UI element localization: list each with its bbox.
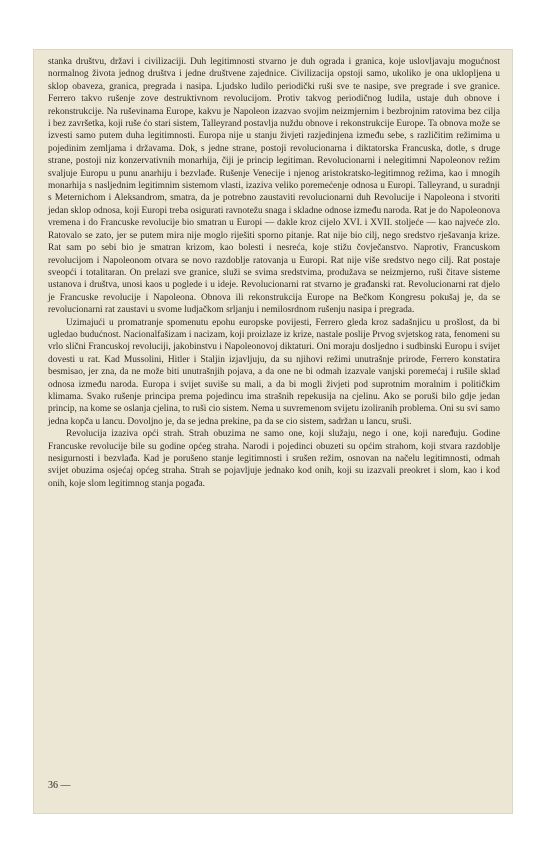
paragraph-1: stanka društvu, državi i civilizaciji. Duh legitimnosti stvarno je duh ograda i granica, koje uslovljavaju mogućnost normalnog života jednog društva i jedne društvene zajednice. Civilizacija opstoji samo, ukoliko je ona uklopljena u sklop obaveza, granica, pregrada i nasipa. Ljudsko ludilo periodički ruši sve te nasipe, sve pregrade i sve granice. Ferrero takvo rušenje zove destruktivnom revolucijom. Protiv takvog periodičnog ludila, ustaje duh obnove i rekonstrukcije. Na ruševinama Europe, kakvu je Napoleon izazvao svojim neizmjernim i bezbrojnim ratovima bez cilja i bez završetka, koji ruše ćo stari sistem, Talleyrand postavlja nuždu obnove i rekonstrukcije Europe. Ta obnova može se izvesti samo putem duha legitimnosti. Europa nije u stanju živjeti razjedinjena između sebe, s različitim režimima u pojedinim zemljama i državama. Dok, s jedne strane, postoji revolucionarna i diktatorska Francuska, dotle, s druge strane, postoji niz konzervativnih monarhija, čiji je princip legitiman. Revolucionarni i nelegitimni Napoleonov režim svaljuje Europu u punu anarhiju i bezvlađe. Rušenje Venecije i njenog aristokratsko-legitimnog režima, kao i mnogih monarhija s nasljednim legitimnim sistemom vlasti, izaziva veliko poremećenje odnosa u Europi. Talleyrand, u suradnji s Meternichom i Aleksandrom, smatra, da je potrebno zaustaviti revolucionarni duh Revolucije i Napoleona i stvoriti jedan sklop odnosa, koji Europi treba osigurati ravnotežu snaga i skladne odnose između naroda. Rat je do Napoleonova vremena i do Francuske revolucije bio smatran u Europi — dakle kroz cijelo XVI. i XVII. stoljeće — kao najveće zlo. Ratovalo se zato, jer se putem mira nije moglo riješiti sporno pitanje. Rat nije bio cilj, nego sredstvo rješavanja krize. Rat sam po sebi bio je smatran krizom, kao bolesti i nesreća, koje stižu čovječanstvo. Naprotiv, Francuskom revolucijom i Napoleonom otvara se novo razdoblje ratovanja u Europi. Rat nije više sredstvo nego cilj. Rat postaje sveopći i totalitaran. On prelazi sve granice, služi se svima sredstvima, produžava se neizmjerno, ruši čitave sisteme ustanova i društva, unosi kaos u poglede i u ideje. Revolucionarni rat stvarno je građanski rat. Revolucionarni rat djelo je Francuske revolucije i Napoleona. Obnova ili rekonstrukcija Europe na Bečkom Kongresu pokušaj je, da se revolucionarni rat zaustavi u svome ludjačkom srljanju i nemilosrdnom rušenju nasipa i pregrada. xyxy=(48,57,500,316)
page-number: 36 — xyxy=(48,780,71,791)
body-text xyxy=(48,56,500,490)
paragraph-3: Revolucija izaziva opći strah. Strah obuzima ne samo one, koji služaju, nego i one, koji naređuju. Godine Francuske revolucije bile su godine općeg straha. Narodi i pojedinci obuzeti su općim strahom, koji stvara razdoblje nesigurnosti i bezvlađa. Kad je porušeno stanje legitimnosti i srušen režim, osnovan na načelu legitimnosti, odmah svijet obuzima osjećaj općeg straha. Strah se pojavljuje jednako kod onih, koji su izazvali preokret i slom, kao i kod onih, koje slom legitimnog stanja pogađa. xyxy=(48,429,500,489)
paragraph-2: Uzimajući u promatranje spomenutu epohu europske povijesti, Ferrero gleda kroz sadašnjicu u prošlost, da bi ugledao budućnost. Nacionalfašizam i nacizam, koji proizlaze iz krize, nastale poslije Prvog svjetskog rata, fenomeni su vrlo slični Francuskoj revoluciji, jakobinstvu i Napoleonovoj diktaturi. Oni moraju dosljedno i sudbinski Europu i svijet dovesti u rat. Kad Mussolini, Hitler i Staljin izjavljuju, da su njihovi režimi unutrašnje prirode, Ferrero konstatira besmisao, jer zna, da ne može biti unutrašnjih pojava, a da one ne bi odmah izazvale vanjski poremećaj i rušile sklad odnosa između naroda. Europa i svijet suviše su mali, a da bi mogli živjeti pod suprotnim moralnim i političkim klimama. Svako rušenje principa prema pojedincu ima strašnih repekusija na cjelinu. Ako se poruši bilo gdje jedan princip, na kome se oslanja cjelina, to ruši cio sistem. Nema u suvremenom svijetu izoliranih problema. Oni su svi samo jedna kopča u lancu. Dovoljno je, da se jedna prekine, pa da se cio sistem, sadržan u lancu, sruši. xyxy=(48,317,500,427)
book-page xyxy=(34,50,512,813)
